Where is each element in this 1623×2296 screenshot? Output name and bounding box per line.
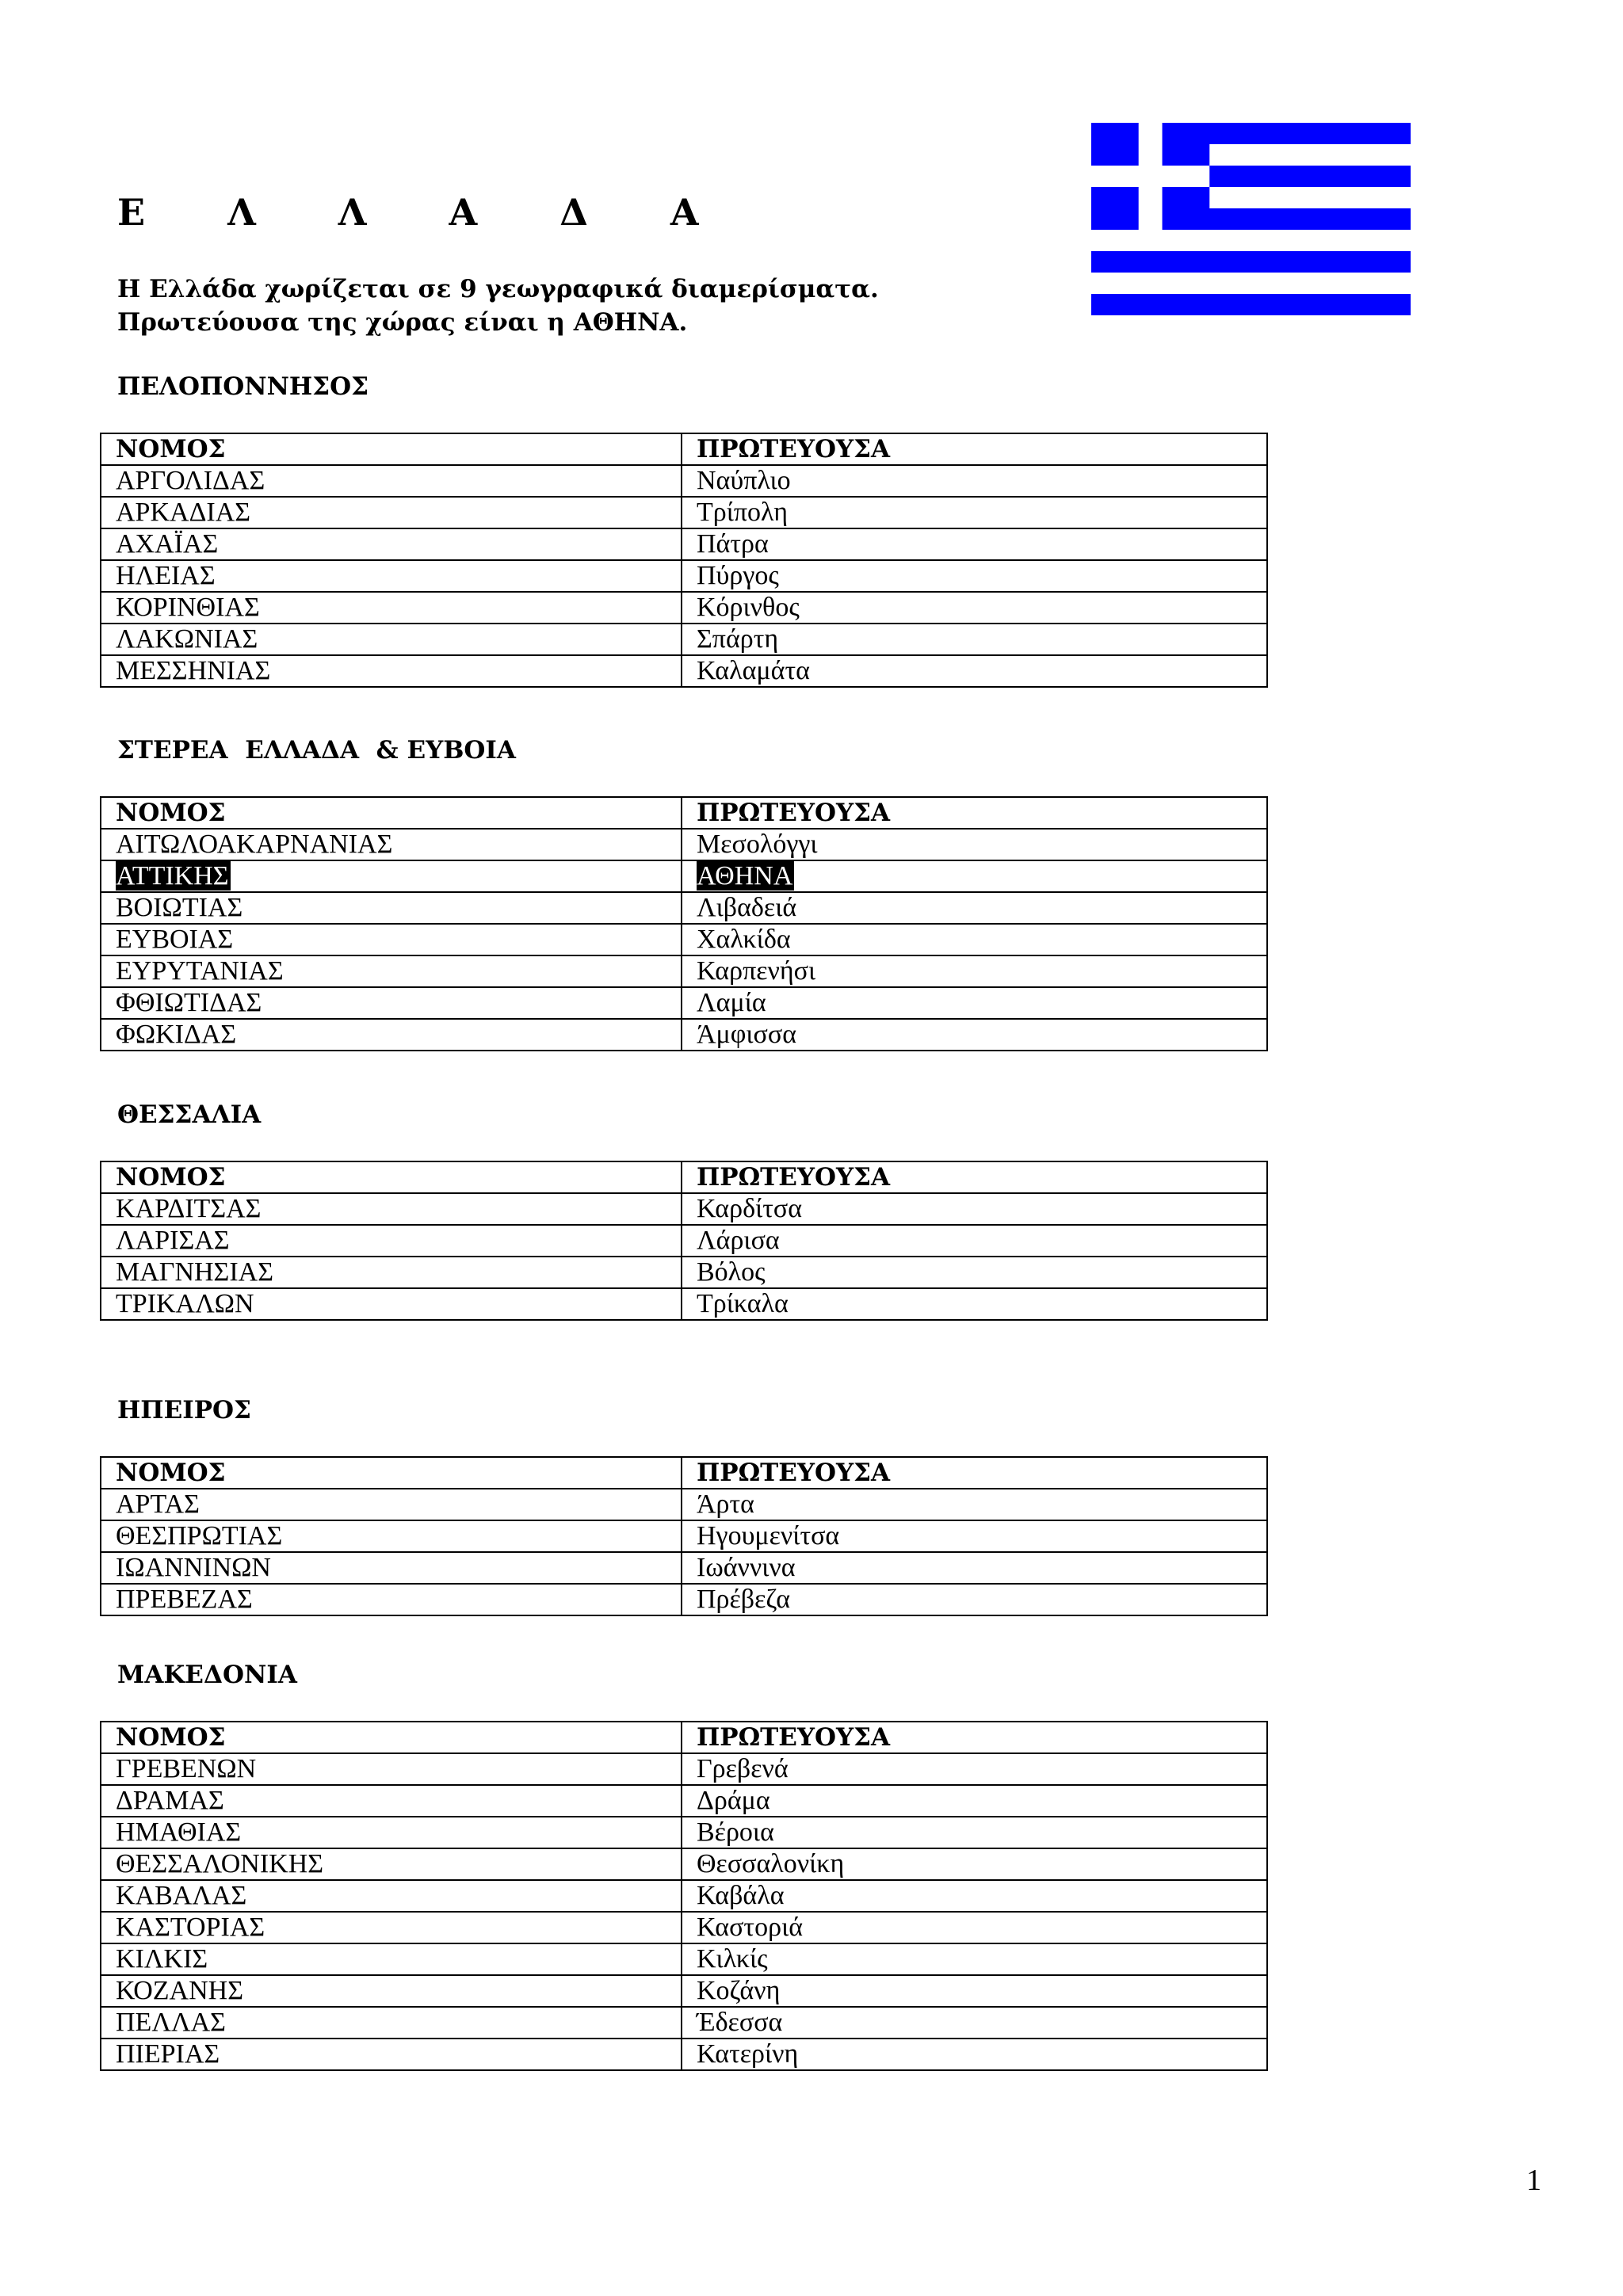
- prefecture-cell: ΗΜΑΘΙΑΣ: [101, 1817, 682, 1848]
- prefecture-cell: ΕΥΒΟΙΑΣ: [101, 924, 682, 955]
- flag-stripe: [1091, 251, 1411, 273]
- capital-cell: Έδεσσα: [682, 2007, 1267, 2039]
- table-row: [101, 1288, 1267, 1320]
- table-row: [101, 560, 1267, 592]
- prefecture-cell: ΦΩΚΙΔΑΣ: [101, 1019, 682, 1051]
- intro-text: [117, 273, 879, 339]
- column-header-prefecture: ΝΟΜΟΣ: [101, 1457, 682, 1489]
- capital-cell: Καστοριά: [682, 1912, 1267, 1943]
- prefecture-cell: ΑΙΤΩΛΟΑΚΑΡΝΑΝΙΑΣ: [101, 829, 682, 860]
- table-row: [101, 1552, 1267, 1584]
- table-row: [101, 1489, 1267, 1520]
- region-heading-thessaly: ΘΕΣΣΑΛΙΑ: [117, 1100, 262, 1129]
- table-row: [101, 1912, 1267, 1943]
- capital-cell: Ναύπλιο: [682, 465, 1267, 497]
- highlighted-text: ΑΤΤΙΚΗΣ: [116, 861, 229, 891]
- capital-cell: Χαλκίδα: [682, 924, 1267, 955]
- capital-cell: Τρίπολη: [682, 497, 1267, 528]
- capital-cell: Ηγουμενίτσα: [682, 1520, 1267, 1552]
- prefecture-cell: ΜΕΣΣΗΝΙΑΣ: [101, 655, 682, 687]
- table-row-highlighted: [101, 860, 1267, 892]
- table-row: [101, 955, 1267, 987]
- capital-cell: Κατερίνη: [682, 2039, 1267, 2070]
- capital-cell: Λιβαδειά: [682, 892, 1267, 924]
- table-row: [101, 1975, 1267, 2007]
- intro-line-regions: Η Ελλάδα χωρίζεται σε 9 γεωγραφικά διαμερίσματα.: [117, 275, 879, 303]
- region-table-central-greece: [100, 796, 1268, 1051]
- prefecture-cell: ΠΡΕΒΕΖΑΣ: [101, 1584, 682, 1615]
- capital-cell: Καρδίτσα: [682, 1193, 1267, 1225]
- prefecture-cell: ΚΙΛΚΙΣ: [101, 1943, 682, 1975]
- prefecture-cell: ΚΟΡΙΝΘΙΑΣ: [101, 592, 682, 624]
- capital-cell: Πάτρα: [682, 528, 1267, 560]
- prefecture-cell: ΠΕΛΛΑΣ: [101, 2007, 682, 2039]
- capital-cell: Λαμία: [682, 987, 1267, 1019]
- table-row: [101, 1257, 1267, 1288]
- capital-cell: Ιωάννινα: [682, 1552, 1267, 1584]
- region-table-thessaly: [100, 1161, 1268, 1321]
- column-header-capital: ΠΡΩΤΕΥΟΥΣΑ: [682, 797, 1267, 829]
- table-row: [101, 1753, 1267, 1785]
- prefecture-cell: ΚΑΣΤΟΡΙΑΣ: [101, 1912, 682, 1943]
- capital-cell: Κιλκίς: [682, 1943, 1267, 1975]
- table-row: [101, 1817, 1267, 1848]
- table-row: [101, 1584, 1267, 1615]
- prefecture-cell: ΠΙΕΡΙΑΣ: [101, 2039, 682, 2070]
- table-header-row: [101, 1161, 1267, 1193]
- capital-cell: Καλαμάτα: [682, 655, 1267, 687]
- table-row: [101, 987, 1267, 1019]
- column-header-capital: ΠΡΩΤΕΥΟΥΣΑ: [682, 1161, 1267, 1193]
- prefecture-cell: ΑΡΚΑΔΙΑΣ: [101, 497, 682, 528]
- capital-cell: Δράμα: [682, 1785, 1267, 1817]
- column-header-prefecture: ΝΟΜΟΣ: [101, 433, 682, 465]
- page-number: 1: [1526, 2164, 1541, 2197]
- table-row: [101, 655, 1267, 687]
- capital-cell: Λάρισα: [682, 1225, 1267, 1257]
- prefecture-cell: ΚΑΡΔΙΤΣΑΣ: [101, 1193, 682, 1225]
- capital-cell: [682, 860, 1267, 892]
- table-header-row: [101, 1457, 1267, 1489]
- prefecture-cell: ΑΡΓΟΛΙΔΑΣ: [101, 465, 682, 497]
- prefecture-cell: ΗΛΕΙΑΣ: [101, 560, 682, 592]
- table-row: [101, 1943, 1267, 1975]
- prefecture-cell: ΛΑΚΩΝΙΑΣ: [101, 624, 682, 655]
- table-row: [101, 1520, 1267, 1552]
- table-row: [101, 465, 1267, 497]
- table-row: [101, 1880, 1267, 1912]
- table-row: [101, 892, 1267, 924]
- capital-cell: Θεσσαλονίκη: [682, 1848, 1267, 1880]
- table-row: [101, 624, 1267, 655]
- column-header-prefecture: ΝΟΜΟΣ: [101, 1722, 682, 1753]
- prefecture-cell: ΔΡΑΜΑΣ: [101, 1785, 682, 1817]
- table-row: [101, 592, 1267, 624]
- prefecture-cell: ΙΩΑΝΝΙΝΩΝ: [101, 1552, 682, 1584]
- region-heading-peloponnese: ΠΕΛΟΠΟΝΝΗΣΟΣ: [117, 372, 369, 401]
- capital-cell: Μεσολόγγι: [682, 829, 1267, 860]
- prefecture-cell: ΘΕΣΣΑΛΟΝΙΚΗΣ: [101, 1848, 682, 1880]
- prefecture-cell: ΤΡΙΚΑΛΩΝ: [101, 1288, 682, 1320]
- column-header-capital: ΠΡΩΤΕΥΟΥΣΑ: [682, 433, 1267, 465]
- page-title: Ε Λ Λ Α Δ Α: [117, 191, 734, 234]
- table-row: [101, 2007, 1267, 2039]
- region-heading-epirus: ΗΠΕΙΡΟΣ: [117, 1396, 251, 1425]
- capital-cell: Βέροια: [682, 1817, 1267, 1848]
- highlighted-text: ΑΘΗΝΑ: [697, 861, 793, 891]
- flag-cross-horizontal: [1091, 166, 1209, 187]
- capital-cell: Πρέβεζα: [682, 1584, 1267, 1615]
- table-row: [101, 1225, 1267, 1257]
- table-row: [101, 829, 1267, 860]
- table-header-row: [101, 797, 1267, 829]
- table-row: [101, 528, 1267, 560]
- capital-cell: Κοζάνη: [682, 1975, 1267, 2007]
- table-row: [101, 2039, 1267, 2070]
- prefecture-cell: ΦΘΙΩΤΙΔΑΣ: [101, 987, 682, 1019]
- prefecture-cell: ΕΥΡΥΤΑΝΙΑΣ: [101, 955, 682, 987]
- intro-line-capital: Πρωτεύουσα της χώρας είναι η ΑΘΗΝΑ.: [117, 308, 688, 337]
- prefecture-cell: [101, 860, 682, 892]
- column-header-prefecture: ΝΟΜΟΣ: [101, 797, 682, 829]
- flag-stripe: [1091, 294, 1411, 315]
- table-row: [101, 1019, 1267, 1051]
- capital-cell: Πύργος: [682, 560, 1267, 592]
- table-row: [101, 924, 1267, 955]
- column-header-capital: ΠΡΩΤΕΥΟΥΣΑ: [682, 1722, 1267, 1753]
- capital-cell: Κόρινθος: [682, 592, 1267, 624]
- prefecture-cell: ΘΕΣΠΡΩΤΙΑΣ: [101, 1520, 682, 1552]
- prefecture-cell: ΛΑΡΙΣΑΣ: [101, 1225, 682, 1257]
- table-row: [101, 1785, 1267, 1817]
- prefecture-cell: ΒΟΙΩΤΙΑΣ: [101, 892, 682, 924]
- region-heading-central-greece: ΣΤΕΡΕΑ ΕΛΛΑΔΑ & ΕΥΒΟΙΑ: [117, 736, 516, 765]
- capital-cell: Καβάλα: [682, 1880, 1267, 1912]
- capital-cell: Άμφισσα: [682, 1019, 1267, 1051]
- table-header-row: [101, 1722, 1267, 1753]
- prefecture-cell: ΚΑΒΑΛΑΣ: [101, 1880, 682, 1912]
- prefecture-cell: ΓΡΕΒΕΝΩΝ: [101, 1753, 682, 1785]
- capital-cell: Καρπενήσι: [682, 955, 1267, 987]
- prefecture-cell: ΜΑΓΝΗΣΙΑΣ: [101, 1257, 682, 1288]
- table-row: [101, 1848, 1267, 1880]
- capital-cell: Τρίκαλα: [682, 1288, 1267, 1320]
- table-header-row: [101, 433, 1267, 465]
- table-row: [101, 1193, 1267, 1225]
- prefecture-cell: ΚΟΖΑΝΗΣ: [101, 1975, 682, 2007]
- region-table-macedonia: [100, 1721, 1268, 2071]
- column-header-capital: ΠΡΩΤΕΥΟΥΣΑ: [682, 1457, 1267, 1489]
- region-heading-macedonia: ΜΑΚΕΔΟΝΙΑ: [117, 1661, 297, 1689]
- capital-cell: Σπάρτη: [682, 624, 1267, 655]
- prefecture-cell: ΑΡΤΑΣ: [101, 1489, 682, 1520]
- prefecture-cell: ΑΧΑΪΑΣ: [101, 528, 682, 560]
- table-row: [101, 497, 1267, 528]
- capital-cell: Άρτα: [682, 1489, 1267, 1520]
- column-header-prefecture: ΝΟΜΟΣ: [101, 1161, 682, 1193]
- region-table-peloponnese: [100, 433, 1268, 688]
- capital-cell: Βόλος: [682, 1257, 1267, 1288]
- capital-cell: Γρεβενά: [682, 1753, 1267, 1785]
- region-table-epirus: [100, 1456, 1268, 1616]
- greek-flag-icon: [1091, 123, 1411, 315]
